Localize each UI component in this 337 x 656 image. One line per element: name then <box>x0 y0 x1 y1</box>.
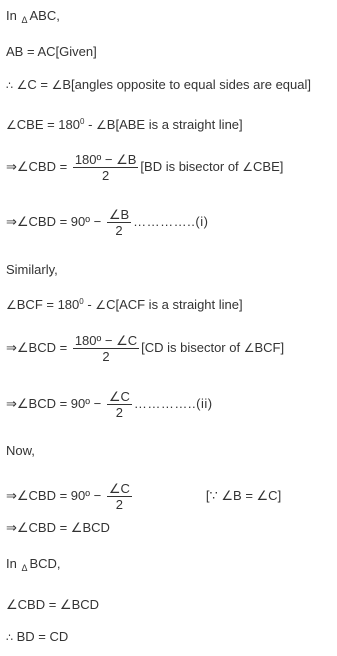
fraction: $\frac{\text{180º − ∠B}}{2}$ <box>74 152 137 183</box>
triangle-symbol: Δ <box>21 15 28 25</box>
fraction: $\frac{\angle C}{2}$ <box>108 481 130 512</box>
triangle-symbol: Δ <box>21 563 28 573</box>
line-bcf-straight: ∠BCF = $180^0$ - ∠C[ACF is a straight line] <box>6 297 243 312</box>
line-bcd-fraction: ⇒∠BCD = $\frac{\text{180º − ∠C}}{2}$ [CD is bisector of ∠BCF] <box>6 333 285 364</box>
line-cbd-substituted: ⇒∠CBD = 90º − $\frac{\angle C}{2}$ [∵ ∠B = ∠C] <box>6 481 282 512</box>
line-in-triangle-bcd: In $_\Delta$ BCD, <box>6 556 61 573</box>
line-now: Now, <box>6 443 35 458</box>
line-cbd-eq-i: ⇒∠CBD = 90º − $\frac{\angle B}{2}$ …………..(i) <box>6 207 209 238</box>
fraction: $\frac{\text{180º − ∠C}}{2}$ <box>74 333 138 364</box>
line-cbe-straight: ∠CBE = $180^0$ - ∠B[ABE is a straight line] <box>6 117 243 132</box>
fraction: $\frac{\angle B}{2}$ <box>108 207 130 238</box>
line-in-triangle-abc: In $_\Delta$ ABC, <box>6 8 60 25</box>
line-cbd-equals-bcd-2: ∠CBD = ∠BCD <box>6 597 100 612</box>
line-ab-equals-ac: AB = AC[Given] <box>6 44 97 59</box>
line-cbd-equals-bcd: ⇒∠CBD = ∠BCD <box>6 520 110 535</box>
line-bd-equals-cd: ∴ BD = CD <box>6 629 69 644</box>
line-cbd-fraction: ⇒∠CBD = $\frac{\text{180º − ∠B}}{2}$ [BD is bisector of ∠CBE] <box>6 152 284 183</box>
line-angle-c-equals-b: ∴ ∠C = ∠B[angles opposite to equal sides are equal] <box>6 77 311 92</box>
fraction: $\frac{\angle C}{2}$ <box>108 389 130 420</box>
line-similarly: Similarly, <box>6 262 58 277</box>
line-bcd-eq-ii: ⇒∠BCD = 90º − $\frac{\angle C}{2}$ …………..(ii) <box>6 389 213 420</box>
